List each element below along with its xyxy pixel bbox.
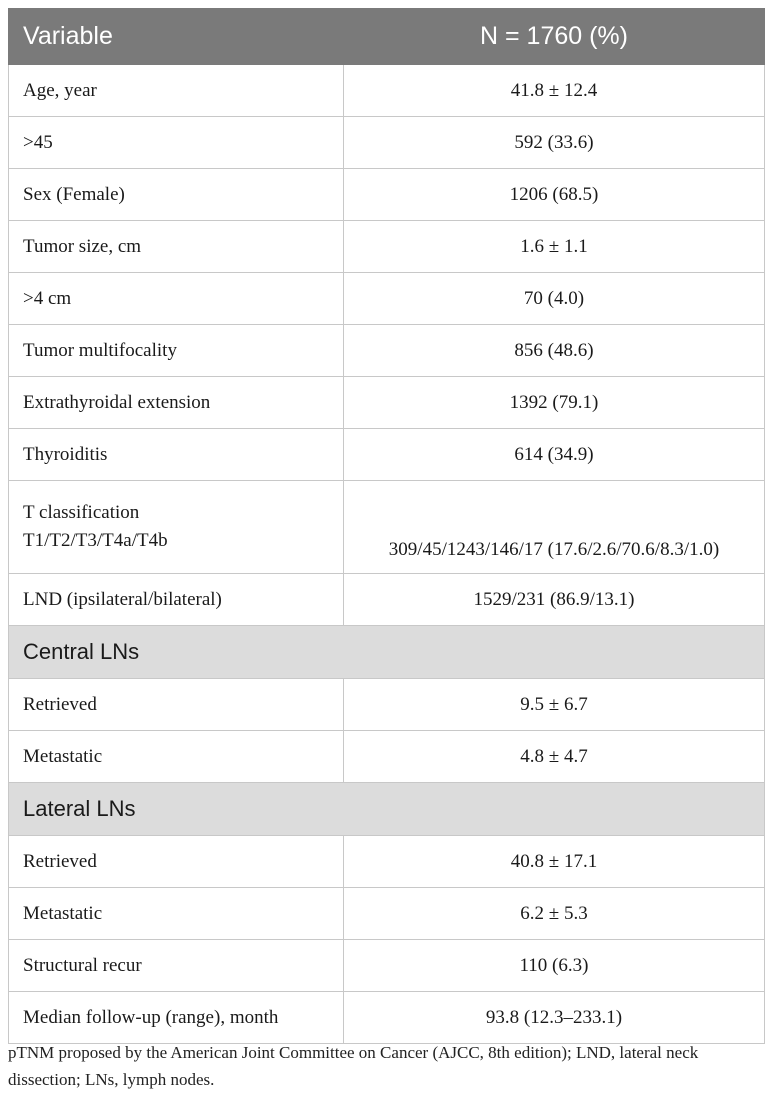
table-row — [9, 221, 765, 273]
row-label: Sex (Female) — [9, 169, 344, 221]
table-footnote: pTNM proposed by the American Joint Committee on Cancer (AJCC, 8th edition); LND, lateral neck dissection; LNs, lymph nodes. — [8, 1043, 699, 1089]
row-label: >4 cm — [9, 273, 344, 325]
row-label: Tumor size, cm — [9, 221, 344, 273]
row-value: 40.8 ± 17.1 — [344, 836, 765, 888]
row-value: 93.8 (12.3–233.1) — [344, 992, 765, 1044]
row-label: Retrieved — [9, 679, 344, 731]
row-label: Structural recur — [9, 940, 344, 992]
row-label: LND (ipsilateral/bilateral) — [9, 574, 344, 626]
row-label: Tumor multifocality — [9, 325, 344, 377]
row-value: 309/45/1243/146/17 (17.6/2.6/70.6/8.3/1.0) — [344, 481, 765, 574]
row-value: 1392 (79.1) — [344, 377, 765, 429]
row-value: 41.8 ± 12.4 — [344, 65, 765, 117]
table-row — [9, 117, 765, 169]
table-row — [9, 429, 765, 481]
row-label: Retrieved — [9, 836, 344, 888]
table-row — [9, 731, 765, 783]
row-value: 1529/231 (86.9/13.1) — [344, 574, 765, 626]
row-value: 4.8 ± 4.7 — [344, 731, 765, 783]
row-value: 856 (48.6) — [344, 325, 765, 377]
table-row — [9, 481, 765, 574]
row-label: >45 — [9, 117, 344, 169]
row-value: 110 (6.3) — [344, 940, 765, 992]
header-count: N = 1760 (%) — [344, 9, 765, 65]
table-row — [9, 574, 765, 626]
section-row-lateral-lns — [9, 783, 765, 836]
table-row — [9, 377, 765, 429]
header-variable: Variable — [9, 9, 344, 65]
table-row — [9, 273, 765, 325]
table-row — [9, 65, 765, 117]
row-label: Extrathyroidal extension — [9, 377, 344, 429]
row-value: 70 (4.0) — [344, 273, 765, 325]
section-label: Central LNs — [9, 626, 765, 679]
row-label: Median follow-up (range), month — [9, 992, 344, 1044]
patient-characteristics-table — [8, 8, 765, 1044]
row-label: Metastatic — [9, 731, 344, 783]
table-row — [9, 169, 765, 221]
table-row — [9, 940, 765, 992]
row-label-line2: T1/T2/T3/T4a/T4b — [23, 530, 168, 551]
row-label-line1: T classification — [23, 502, 140, 523]
row-value: 1206 (68.5) — [344, 169, 765, 221]
table-row — [9, 325, 765, 377]
table-row — [9, 888, 765, 940]
row-label: Metastatic — [9, 888, 344, 940]
row-value: 592 (33.6) — [344, 117, 765, 169]
section-row-central-lns — [9, 626, 765, 679]
section-label: Lateral LNs — [9, 783, 765, 836]
table-header-row — [9, 9, 765, 65]
row-value: 6.2 ± 5.3 — [344, 888, 765, 940]
table-row — [9, 992, 765, 1044]
row-value: 1.6 ± 1.1 — [344, 221, 765, 273]
row-label — [9, 481, 344, 574]
table-container — [8, 8, 764, 1044]
row-label: Thyroiditis — [9, 429, 344, 481]
row-label: Age, year — [9, 65, 344, 117]
row-value: 9.5 ± 6.7 — [344, 679, 765, 731]
table-row — [9, 679, 765, 731]
row-value: 614 (34.9) — [344, 429, 765, 481]
table-row — [9, 836, 765, 888]
